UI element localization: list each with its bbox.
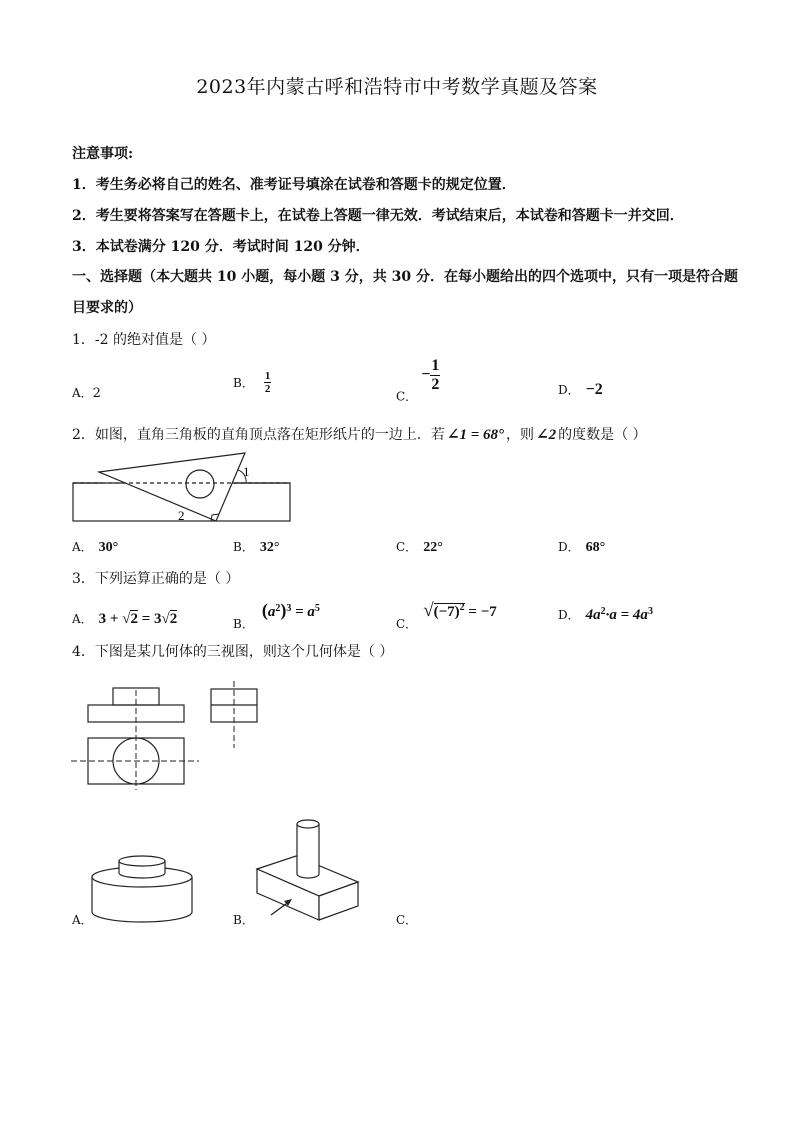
lhs: 4a xyxy=(585,607,601,623)
radicand: 2 xyxy=(130,611,138,627)
q2-given-angle: ∠1 = 68° xyxy=(446,427,505,443)
option-value: 2 xyxy=(92,386,101,401)
inner-exponent: 2 xyxy=(275,603,281,614)
option-label: C． xyxy=(396,617,418,631)
radicand: (−7) xyxy=(433,604,460,620)
option-label: B． xyxy=(233,376,254,391)
numerator: 1 xyxy=(431,357,440,374)
expr-mid: = 3 xyxy=(137,611,162,627)
notice-item-1: 1．考生务必将自己的姓名、准考证号填涂在试卷和答题卡的规定位置． xyxy=(72,177,516,193)
lhs-exponent: 2 xyxy=(600,606,606,617)
rhs-exponent: 3 xyxy=(647,606,653,617)
notice-heading: 注意事项: xyxy=(72,146,134,162)
option-value: 68° xyxy=(585,540,606,555)
notice-item-3: 3．本试卷满分 120 分．考试时间 120 分钟． xyxy=(72,239,370,255)
rhs-exponent: 5 xyxy=(314,603,320,614)
rhs: = a xyxy=(291,604,315,620)
sqrt-symbol: √ xyxy=(122,611,131,627)
option-label: A． xyxy=(72,612,93,626)
sqrt-symbol: √ xyxy=(423,600,434,621)
sqrt-symbol: √ xyxy=(161,611,170,627)
paren-close: ) xyxy=(280,600,287,620)
outer-exponent: 3 xyxy=(286,603,292,614)
q4-option-a[interactable]: A． xyxy=(72,913,93,927)
option-label: A． xyxy=(72,540,93,554)
cylinder-top xyxy=(297,820,319,828)
angle1-label: 1 xyxy=(243,464,250,479)
q4-option-c[interactable]: C． xyxy=(396,913,418,927)
option-value: −2 xyxy=(585,381,603,398)
rhs: = −7 xyxy=(464,604,497,620)
expr-lhs: 3 + xyxy=(98,611,123,627)
q2-asked-angle: ∠2 xyxy=(536,427,557,443)
radicand: 2 xyxy=(169,611,178,627)
notice-item-2: 2．考生要将答案写在答题卡上，在试卷上答题一律无效．考试结束后，本试卷和答题卡一并交回． xyxy=(72,208,684,224)
q2-stem-part1: 2．如图，直角三角板的直角顶点落在矩形纸片的一边上．若 xyxy=(72,427,445,443)
q3-stem: 3．下列运算正确的是（ ） xyxy=(72,571,240,587)
radicand-exponent: 2 xyxy=(459,602,465,613)
denominator: 2 xyxy=(264,383,271,396)
page-title: 2023年内蒙古呼和浩特市中考数学真题及答案 xyxy=(196,76,598,98)
minus-sign: − xyxy=(421,366,431,384)
q2-stem-part3: 的度数是（ ） xyxy=(558,427,647,443)
option-value: 22° xyxy=(423,540,443,555)
option-value: 30° xyxy=(98,540,119,555)
option-label: C． xyxy=(396,540,418,554)
option-value: 32° xyxy=(259,540,280,555)
denominator: 2 xyxy=(431,375,440,393)
mid: ·a = 4a xyxy=(605,607,648,623)
section1-header-line2: 目要求的） xyxy=(72,300,142,316)
option-label: D． xyxy=(558,608,580,622)
paren-open: ( xyxy=(261,600,268,620)
q4-option-b[interactable]: B． xyxy=(233,913,254,927)
option-label: D． xyxy=(558,540,580,554)
section1-header-line1: 一、选择题（本大题共 10 小题，每小题 3 分，共 30 分．在每小题给出的四个选项中，只有一项是符合题 xyxy=(72,269,738,285)
q4-stem: 4．下图是某几何体的三视图，则这个几何体是（ ） xyxy=(72,644,394,660)
base: a xyxy=(267,604,276,620)
option-label: B． xyxy=(233,617,254,631)
option-label: D． xyxy=(558,383,580,397)
option-label: A． xyxy=(72,386,93,400)
numerator: 1 xyxy=(264,370,271,382)
option-label: B． xyxy=(233,540,254,554)
q2-stem-part2: ，则 xyxy=(506,427,535,443)
angle2-label: 2 xyxy=(178,508,185,523)
option-label: C． xyxy=(396,389,418,404)
cylinder-body xyxy=(297,824,319,878)
q1-stem: 1．-2 的绝对值是（ ） xyxy=(72,332,216,348)
